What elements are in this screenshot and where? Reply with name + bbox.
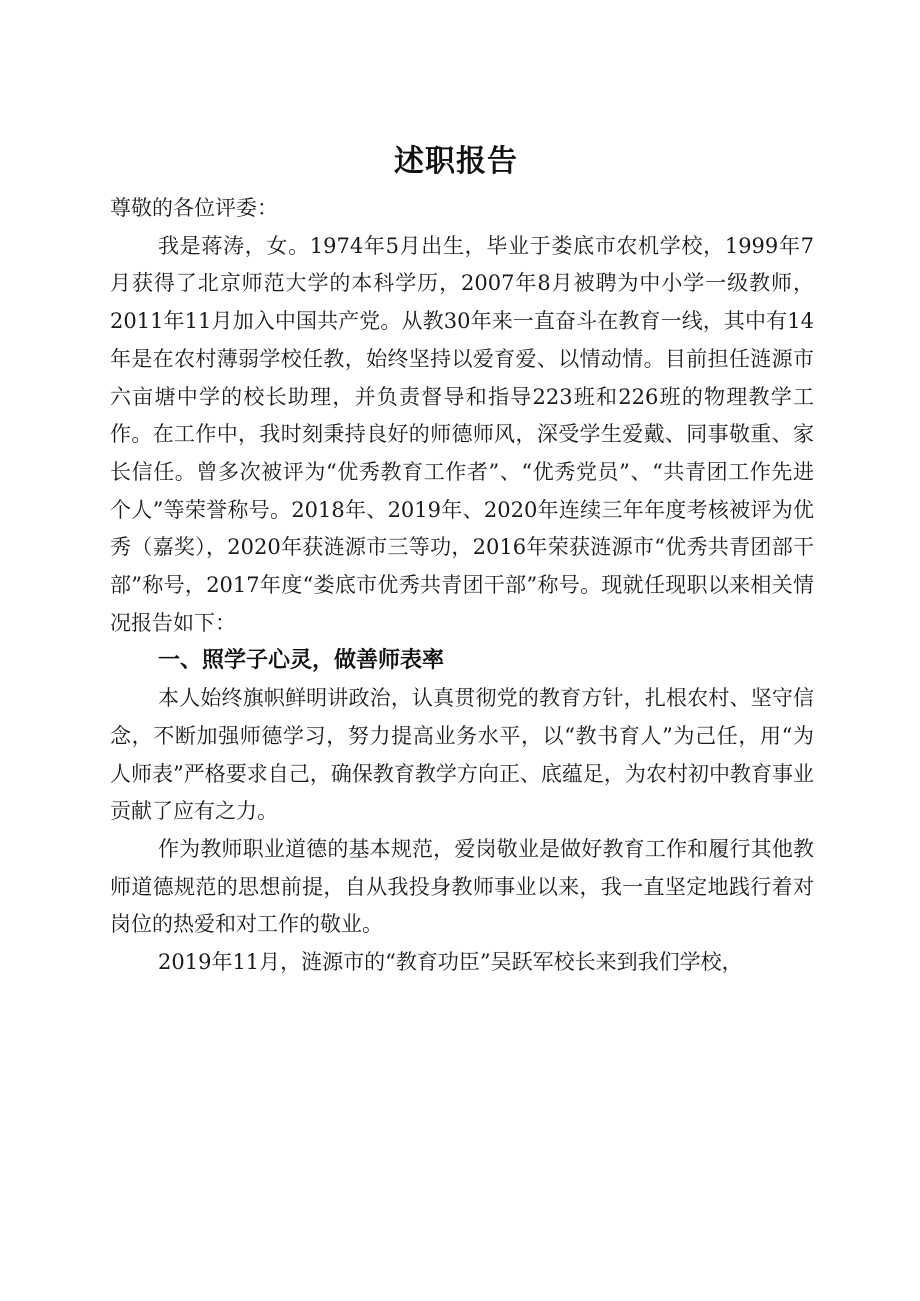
intro-paragraph: 我是蒋涛，女。1974年5月出生，毕业于娄底市农机学校，1999年7月获得了北京师范大学的本科学历，2007年8月被聘为中小学一级教师，2011年11月加入中国共产党。从教30年来一直奋斗在教育一线，其中有14年是在农村薄弱学校任教，始终坚持以爱育爱、以情动情。目前担任涟源市六亩塘中学的校长助理，并负责督导和指导223班和226班的物理教学工作。在工作中，我时刻秉持良好的师德师风，深受学生爱戴、同事敬重、家长信任。曾多次被评为“优秀教育工作者”、“优秀党员”、“共青团工作先进个人”等荣誉称号。2018年、2019年、2020年连续三年年度考核被评为优秀（嘉奖），2020年获涟源市三等功，2016年荣获涟源市“优秀共青团部干部”称号，2017年度“娄底市优秀共青团干部”称号。现就任现职以来相关情况报告如下： <box>110 233 814 635</box>
document-body <box>110 190 814 982</box>
section-heading: 一、照学子心灵，做善师表率 <box>158 648 445 674</box>
body-paragraph: 本人始终旗帜鲜明讲政治，认真贯彻党的教育方针，扎根农村、坚守信念，不断加强师德学习，努力提高业务水平，以“教书育人”为己任，用“为人师表”严格要求自己，确保教育教学方向正、底蕴足，为农村初中教育事业贡献了应有之力。 <box>110 686 814 824</box>
body-paragraph: 2019年11月，涟源市的“教育功臣”吴跃军校长来到我们学校， <box>158 950 743 975</box>
salutation: 尊敬的各位评委： <box>110 196 278 220</box>
document-title: 述职报告 <box>394 144 518 179</box>
body-paragraph: 作为教师职业道德的基本规范，爱岗敬业是做好教育工作和履行其他教师道德规范的思想前提，自从我投身教师事业以来，我一直坚定地践行着对岗位的热爱和对工作的敬业。 <box>110 836 814 937</box>
